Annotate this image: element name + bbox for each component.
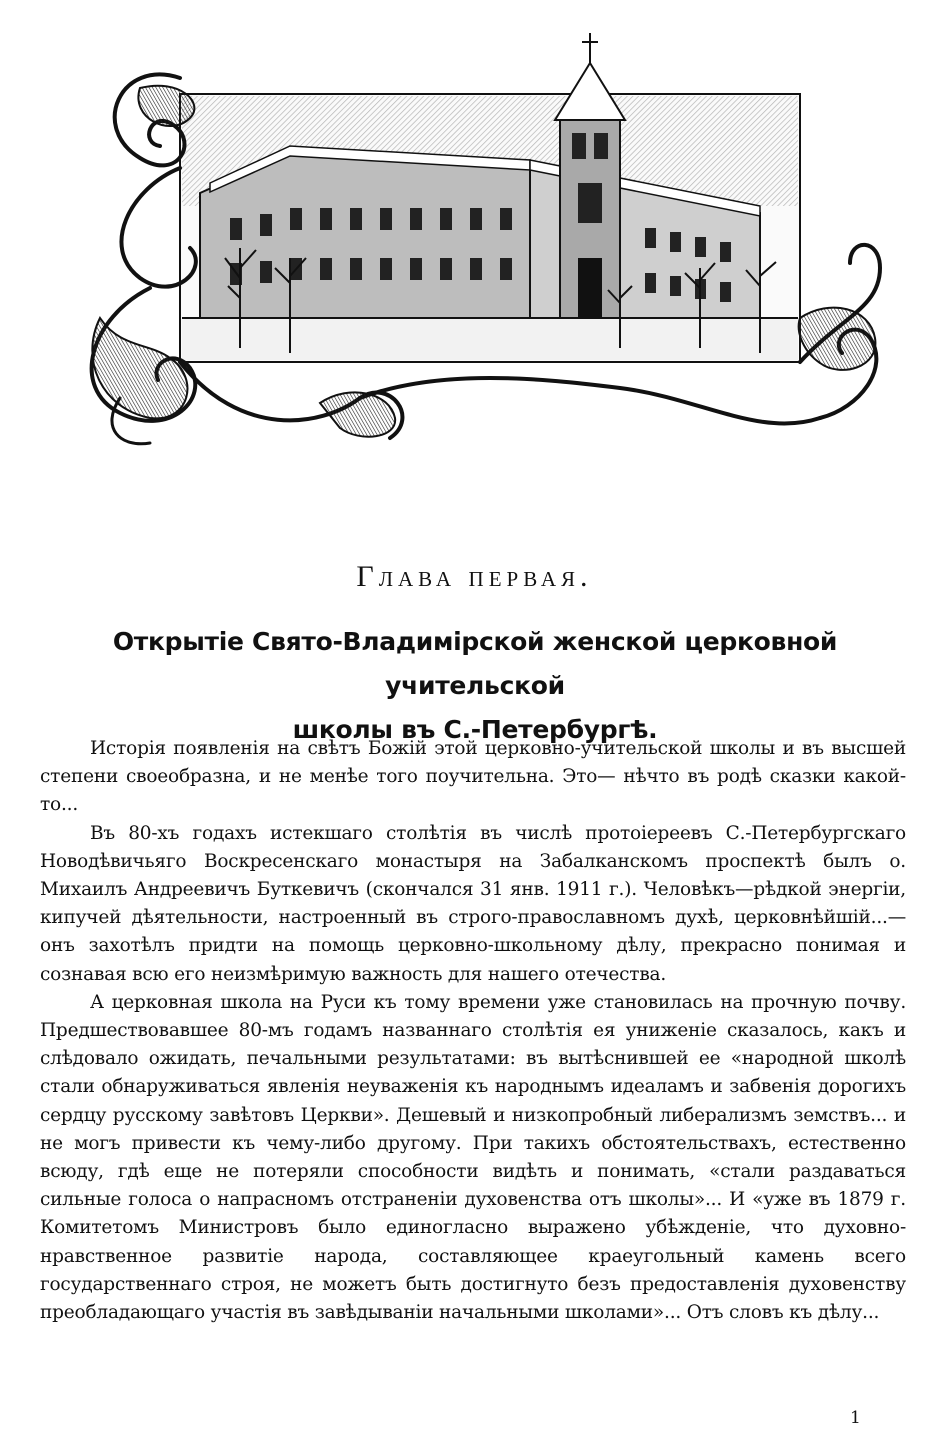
paragraph-3: А церковная школа на Руси къ тому времени уже становилась на прочную почву. Предшествовавшее 80-мъ годамъ названнаго столѣтія ея униженіе сказалось, какъ и слѣдовало ожидать, печальными результатами: въ вытѣснившей ее «народной школѣ стали обнаруживаться явленія неуваженія къ народнымъ идеаламъ и забвенія дорогихъ сердцу русскому завѣтовъ Церкви». Дешевый и низкопробный либерализмъ земствъ... и не могъ привести къ чему-либо другому. При такихъ обстоятельствахъ, естественно всюду, гдѣ еще не потеряли способности видѣть и понимать, «стали раздаваться сильные голоса о напрасномъ отстраненіи духовенства отъ школы»... И «уже въ 1879 г. Комитетомъ Министровъ было единогласно выражено убѣжденіе, что духовно-нравственное развитіе народа, составляющее краеугольный камень всего государственнаго строя, не можетъ быть достигнуто безъ предоставленія духовенству преобладающаго участія въ завѣдываніи начальными школами»... Отъ словъ къ дѣлу...: [40, 991, 906, 1324]
chapter-heading: Глава первая.: [356, 560, 593, 593]
chapter-title-line-2: школы въ С.-Петербургѣ.: [292, 715, 658, 744]
paragraph-1: Исторія появленія на свѣтъ Божій этой церковно-учительской школы и въ высшей степени своеобразна, и не менѣе того поучительна. Это— нѣчто въ родѣ сказки какой-то...: [40, 738, 906, 816]
chapter-title: [40, 620, 910, 752]
paragraph-2: Въ 80-хъ годахъ истекшаго столѣтія въ числѣ протоіереевъ С.-Петербургскаго Новодѣвичьяго Воскресенскаго монастыря на Забалканскомъ проспектѣ былъ о. Михаилъ Андреевичъ Буткевичъ (скончался 31 янв. 1911 г.). Человѣкъ—рѣдкой энергіи, кипучей дѣятельности, настроенный въ строго-православномъ духѣ, церковнѣйшій...—онъ захотѣлъ придти на помощь церковно-школьному дѣлу, прекрасно понимая и сознавая всю его неизмѣримую важность для нашего отечества.: [40, 822, 906, 985]
frame-flourish-top: [138, 86, 194, 126]
page-number: 1: [850, 1408, 861, 1428]
header-illustration: [60, 18, 890, 458]
frame-flourish-bottom: [320, 392, 395, 436]
chapter-body: [40, 735, 906, 1327]
chapter-title-line-1: Открытіе Свято-Владимірской женской церковной учительской: [112, 627, 838, 700]
frame-flourish-right: [799, 308, 876, 370]
building-picture: [180, 33, 800, 362]
